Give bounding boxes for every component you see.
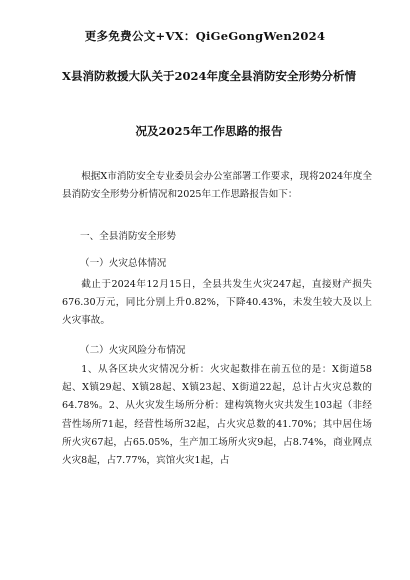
sub2-paragraph: 1、从各区块火灾情况分析：火灾起数排在前五位的是：X街道58起、X镇29起、X镇28起、X镇23起、X街道22起，总计占火灾总数的64.78%。2、从火灾发生场所分析：建构筑物火灾共发生103起（非经营性场所71起，经营性场所32起，占火灾总数的41.70%；其中居住场所火灾67起，占65.05%，生产加工场所火灾9起，占8.74%，商业网点火灾8起，占7.77%，宾馆火灾1起，占 <box>62 364 372 467</box>
document-title-line1: X县消防救援大队关于2024年度全县消防安全形势分析情 <box>62 69 356 83</box>
section1-heading: 一、全县消防安全形势 <box>80 231 176 242</box>
sub1-paragraph: 截止于2024年12月15日，全县共发生火灾247起，直接财产损失676.30万元，同比分别上升0.82%，下降40.43%，未发生较大及以上火灾事故。 <box>62 279 372 327</box>
document-title-line2: 况及2025年工作思路的报告 <box>135 124 283 138</box>
watermark-header: 更多免费公文+VX：QiGeGongWen2024 <box>84 29 326 43</box>
sub2-heading: （二）火灾风险分布情况 <box>80 345 186 356</box>
sub1-heading: （一）火灾总体情况 <box>80 258 167 269</box>
intro-paragraph: 根据X市消防安全专业委员会办公室部署工作要求，现将2024年度全县消防安全形势分析情况和2025年工作思路报告如下： <box>62 171 372 201</box>
